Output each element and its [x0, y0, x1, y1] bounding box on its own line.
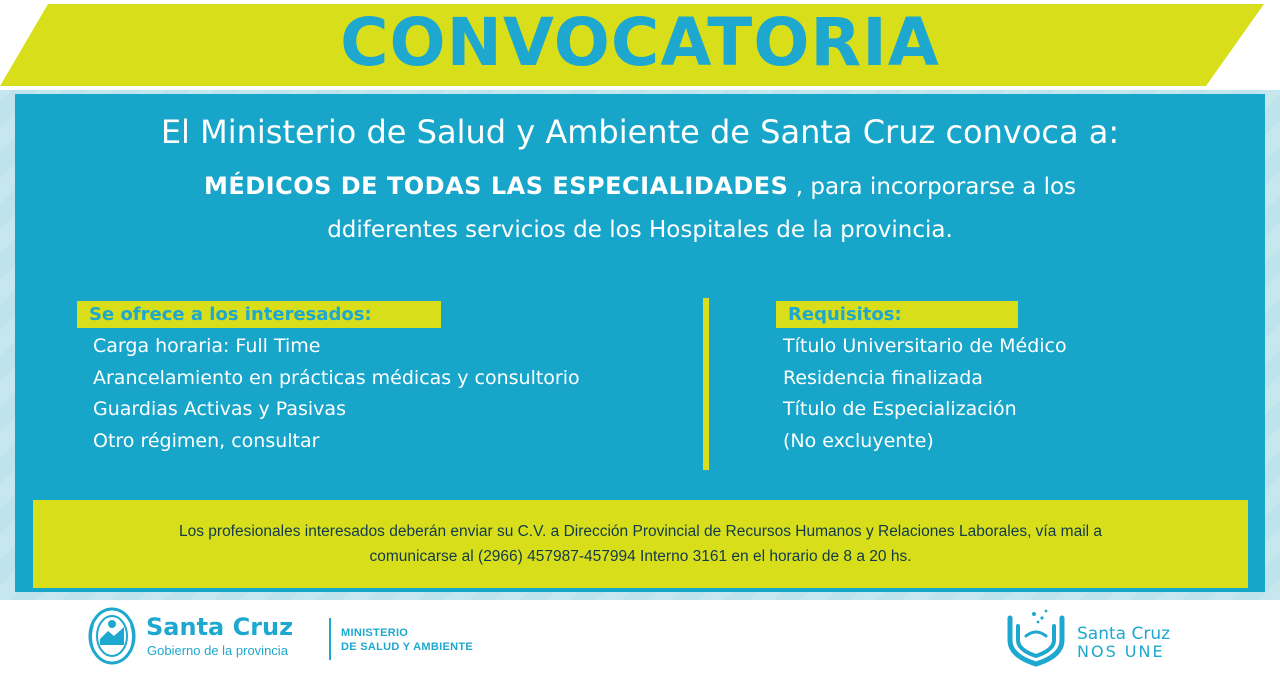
requirement-item: Título Universitario de Médico	[783, 335, 1067, 357]
offers-label: Se ofrece a los interesados:	[77, 301, 441, 328]
intro-subheading	[15, 166, 1265, 207]
offer-item: Guardias Activas y Pasivas	[93, 398, 346, 420]
page-title: CONVOCATORIA	[340, 4, 940, 81]
notice-line-1: Los profesionales interesados deberán enviar su C.V. a Dirección Provincial de Recursos Humanos y Relaciones Laborales, vía mail a	[178, 523, 1103, 540]
notice-line-2: comunicarse al (2966) 457987-457994 Interno 3161 en el horario de 8 a 20 hs.	[369, 548, 912, 565]
heart-hands-icon	[1000, 606, 1072, 668]
brand-name: Santa Cruz	[146, 613, 294, 641]
application-notice	[33, 500, 1248, 588]
requirement-item: Residencia finalizada	[783, 366, 983, 389]
intro-continuation: , para incorporarse a los	[788, 174, 1077, 200]
requirements-list	[783, 331, 1067, 457]
offer-item: Carga horaria: Full Time	[93, 335, 321, 357]
provincial-seal-icon	[87, 605, 137, 667]
offer-item: Otro régimen, consultar	[93, 429, 320, 452]
intro-services-line: ddiferentes servicios de los Hospitales de la provincia.	[327, 217, 953, 243]
column-divider	[703, 298, 709, 470]
campaign-name: Santa Cruz	[1077, 624, 1171, 644]
requirement-item: Título de Especialización	[783, 398, 1017, 420]
brand-subtitle: Gobierno de la provincia	[147, 643, 288, 658]
offer-item: Arancelamiento en prácticas médicas y consultorio	[93, 366, 580, 389]
offers-list	[93, 331, 580, 457]
ministry-label-line-1: MINISTERIO	[341, 627, 409, 639]
specialties-highlight: MÉDICOS DE TODAS LAS ESPECIALIDADES	[203, 172, 789, 200]
campaign-subtitle: NOS UNE	[1077, 642, 1165, 661]
intro-heading: El Ministerio de Salud y Ambiente de Santa Cruz convoca a:	[160, 113, 1120, 151]
ministry-label-line-2: DE SALUD Y AMBIENTE	[341, 641, 474, 653]
requirement-item: (No excluyente)	[783, 429, 934, 452]
requirements-label: Requisitos:	[776, 301, 1018, 328]
footer-separator	[329, 618, 331, 660]
